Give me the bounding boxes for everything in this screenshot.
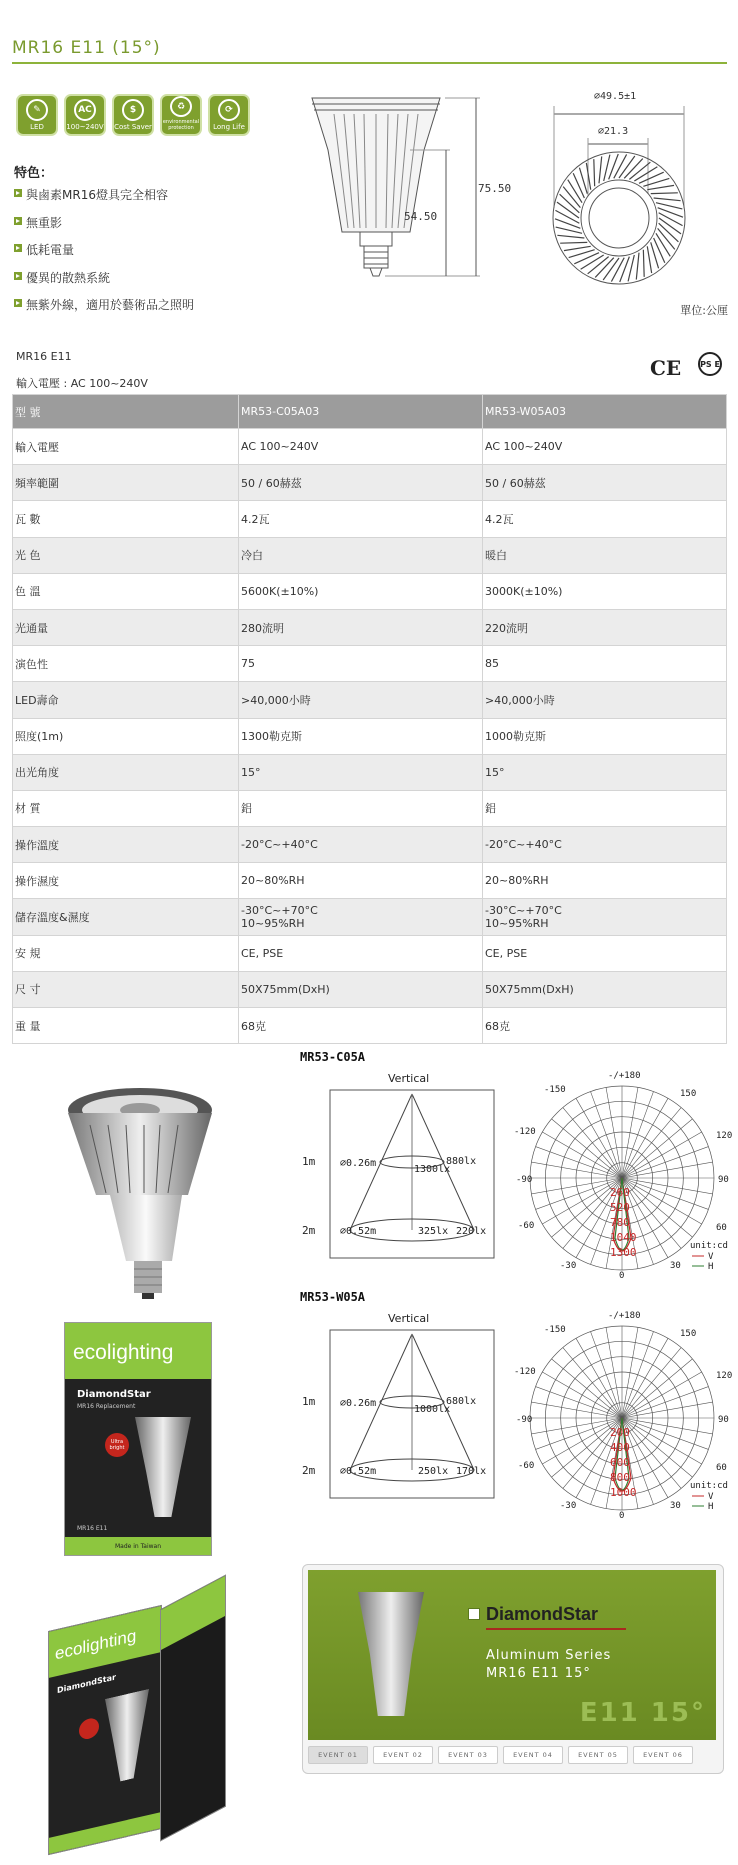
heatsink-fin	[586, 163, 590, 190]
dim-outer-diameter: ∅49.5±1	[594, 91, 637, 102]
polar-angle-label: 0	[619, 1271, 625, 1281]
table-cell: 20~80%RH	[483, 863, 727, 899]
polar-radial-label: 780	[610, 1216, 630, 1229]
feature-text: 低耗電量	[26, 243, 75, 257]
polar-radial-label: 200	[610, 1426, 630, 1439]
banner-nav-event-06[interactable]: EVENT 06	[633, 1746, 693, 1764]
cone-edge-lux-2m: 220lx	[456, 1226, 487, 1237]
table-cell: -20°C~+40°C	[483, 827, 727, 863]
cone-edge-lux-2m: 170lx	[456, 1466, 487, 1477]
package-box	[64, 1322, 212, 1556]
table-cell: 瓦 數	[13, 501, 239, 537]
table-row	[13, 537, 727, 573]
feature-item	[14, 241, 194, 269]
feature-text: 優異的散熱系統	[26, 270, 111, 285]
features-list	[14, 186, 194, 324]
table-cell: 20~80%RH	[239, 863, 483, 899]
polar-angle-label: 90	[718, 1175, 729, 1185]
table-row	[13, 1008, 727, 1044]
table-cell: 暖白	[483, 537, 727, 573]
table-cell: AC 100~240V	[239, 429, 483, 465]
polar-angle-label: -/+180	[608, 1071, 641, 1081]
top-view-drawing	[550, 88, 700, 298]
banner-panel	[308, 1570, 716, 1740]
table-cell: 68克	[239, 1008, 483, 1044]
banner-product: MR16 E11 15°	[486, 1666, 591, 1681]
polar-angle-label: -30	[560, 1501, 577, 1511]
table-cell: 型 號	[13, 395, 239, 429]
dim-inner-diameter: ∅21.3	[598, 126, 629, 137]
long-life-icon	[208, 94, 250, 136]
ce-mark: CE	[650, 356, 682, 380]
table-cell: 3000K(±10%)	[483, 573, 727, 609]
table-row	[13, 754, 727, 790]
heatsink-fin	[614, 154, 627, 178]
polar-radial-label: 600	[610, 1456, 630, 1469]
heatsink-fin	[568, 180, 582, 203]
table-cell: 50 / 60赫茲	[239, 465, 483, 501]
vertical-label: Vertical	[388, 1312, 430, 1325]
package-front-bottom-band	[49, 1812, 161, 1854]
package-front-face	[48, 1605, 162, 1855]
photometric-svg	[300, 1064, 733, 1281]
environmental-protection-icon-label: environmental protection	[162, 119, 200, 131]
table-cell: -30°C~+70°C 10~95%RH	[239, 899, 483, 935]
package-side-face	[160, 1574, 226, 1841]
cone-center-lux-1m: 1000lx	[414, 1404, 451, 1415]
cone-diameter-2m: ∅0.52m	[340, 1226, 377, 1237]
cone-edge-lux-1m: 880lx	[446, 1156, 477, 1167]
table-cell: >40,000小時	[483, 682, 727, 718]
cone-label-2m: 2m	[302, 1464, 316, 1477]
heatsink-fin	[609, 154, 619, 179]
photometric-model: MR53-C05A	[300, 1050, 366, 1064]
bullet-icon	[14, 299, 22, 307]
polar-radial-label: 260	[610, 1186, 630, 1199]
table-cell: 85	[483, 646, 727, 682]
banner-lamp-image	[358, 1592, 424, 1716]
cone-diameter-2m: ∅0.52m	[340, 1466, 377, 1477]
heatsink-fin	[656, 233, 670, 256]
spec-model-line: MR16 E11	[16, 350, 72, 363]
table-row	[13, 935, 727, 971]
polar-angle-label: 150	[680, 1329, 697, 1339]
legend-v-label: V	[708, 1252, 714, 1262]
polar-radial-label: 800	[610, 1471, 630, 1484]
table-cell: -30°C~+70°C 10~95%RH	[483, 899, 727, 935]
table-row	[13, 899, 727, 935]
package-side-band	[161, 1576, 225, 1650]
feature-text: 無紫外線，適用於藝術品之照明	[26, 298, 195, 312]
cone-diagram	[302, 1090, 494, 1258]
banner-brand-icon	[468, 1608, 480, 1620]
banner-brand: DiamondStar	[486, 1604, 599, 1624]
heatsink-fin	[560, 242, 587, 243]
polar-angle-label: -150	[544, 1085, 566, 1095]
table-cell: 220流明	[483, 609, 727, 645]
package-model: MR16 E11	[77, 1525, 108, 1532]
polar-angle-label: 150	[680, 1089, 697, 1099]
ac-icon	[64, 94, 106, 136]
table-cell: 50 / 60赫茲	[483, 465, 727, 501]
polar-radial-label: 400	[610, 1441, 630, 1454]
bullet-icon	[14, 272, 22, 280]
cone-center-lux-2m: 250lx	[418, 1466, 449, 1477]
package-made-in: Made in Taiwan	[65, 1537, 211, 1555]
table-cell: 68克	[483, 1008, 727, 1044]
heatsink-fin	[611, 258, 624, 282]
table-cell: 演色性	[13, 646, 239, 682]
table-cell: 光 色	[13, 537, 239, 573]
table-cell: 50X75mm(DxH)	[483, 971, 727, 1007]
polar-diagram	[514, 1071, 732, 1281]
spec-voltage-line: 輸入電壓 : AC 100~240V	[16, 377, 148, 390]
polar-angle-label: -120	[514, 1127, 536, 1137]
table-cell: 照度(1m)	[13, 718, 239, 754]
legend-v-label: V	[708, 1492, 714, 1502]
table-cell: 4.2瓦	[239, 501, 483, 537]
polar-angle-label: -90	[516, 1415, 533, 1425]
table-cell: 1000勒克斯	[483, 718, 727, 754]
polar-angle-label: -60	[518, 1461, 535, 1471]
heatsink-fin	[654, 198, 681, 201]
heatsink-fin	[658, 228, 675, 249]
led-icon-symbol: ✎	[26, 99, 48, 121]
dim-total-height: 75.50	[478, 182, 512, 195]
table-row	[13, 682, 727, 718]
unit-label: 單位:公厘	[680, 304, 728, 317]
polar-angle-label: 60	[716, 1463, 727, 1473]
package-lamp-image	[135, 1417, 191, 1517]
heatsink-fin	[658, 208, 683, 218]
table-row	[13, 465, 727, 501]
table-cell: 色 溫	[13, 573, 239, 609]
table-row	[13, 573, 727, 609]
photometric-section	[300, 1050, 733, 1281]
page-title: MR16 E11 (15°)	[12, 38, 161, 58]
table-cell: 1300勒克斯	[239, 718, 483, 754]
polar-radial-label: 1300	[610, 1246, 637, 1259]
vertical-label: Vertical	[388, 1072, 430, 1085]
photometric-section	[300, 1290, 733, 1521]
table-cell: 輸入電壓	[13, 429, 239, 465]
cone-edge-lux-1m: 680lx	[446, 1396, 477, 1407]
heatsink-fin	[563, 187, 580, 208]
heatsink-fin	[557, 235, 584, 238]
heatsink-fin	[659, 213, 683, 226]
table-cell: 75	[239, 646, 483, 682]
table-cell: MR53-C05A03	[239, 395, 483, 429]
feature-icons	[16, 94, 250, 136]
polar-radial-label: 520	[610, 1201, 630, 1214]
feature-text: 與鹵素MR16燈具完全相容	[26, 188, 168, 202]
legend-h-label: H	[708, 1262, 714, 1272]
table-cell: 280流明	[239, 609, 483, 645]
polar-angle-label: -90	[516, 1175, 533, 1185]
banner-nav-event-02[interactable]: EVENT 02	[373, 1746, 433, 1764]
table-cell: 鋁	[239, 790, 483, 826]
polar-angle-label: 30	[670, 1261, 681, 1271]
polar-angle-label: -/+180	[608, 1311, 641, 1321]
feature-item	[14, 296, 194, 324]
banner-brand-underline	[486, 1628, 626, 1630]
cost-saver-icon-symbol: $	[122, 99, 144, 121]
table-cell: 冷白	[239, 537, 483, 573]
ac-icon-symbol: AC	[74, 99, 96, 121]
polar-angle-label: -120	[514, 1367, 536, 1377]
banner-big-text: E11 15°	[579, 1698, 706, 1728]
table-cell: 光通量	[13, 609, 239, 645]
package-subtitle: MR16 Replacement	[77, 1403, 136, 1410]
table-row	[13, 790, 727, 826]
cost-saver-icon	[112, 94, 154, 136]
polar-radial-label: 1040	[610, 1231, 637, 1244]
package-product: DiamondStar	[77, 1389, 151, 1400]
polar-angle-label: -60	[518, 1221, 535, 1231]
photometric-model: MR53-W05A	[300, 1290, 366, 1304]
heatsink-fin	[643, 250, 644, 277]
product-photo	[60, 1085, 220, 1300]
environmental-protection-icon-symbol: ♻	[170, 96, 192, 117]
table-cell: 15°	[483, 754, 727, 790]
package-front-lamp	[105, 1689, 149, 1785]
side-view-drawing	[300, 90, 512, 300]
table-header-row	[13, 395, 727, 429]
cone-center-lux-2m: 325lx	[418, 1226, 449, 1237]
cone-diameter-1m: ∅0.26m	[340, 1158, 377, 1169]
spec-table	[12, 394, 727, 1044]
package-front-product: DiamondStar	[57, 1672, 116, 1696]
polar-angle-label: 120	[716, 1371, 733, 1381]
banner-nav-event-01[interactable]: EVENT 01	[308, 1746, 368, 1764]
table-cell: 鋁	[483, 790, 727, 826]
polar-unit: unit:cd	[690, 1241, 728, 1251]
title-divider	[12, 62, 727, 64]
table-cell: CE, PSE	[483, 935, 727, 971]
heatsink-fin	[647, 246, 651, 273]
features-heading: 特色：	[14, 166, 54, 181]
table-cell: 儲存溫度&濕度	[13, 899, 239, 935]
table-row	[13, 863, 727, 899]
table-cell: 出光角度	[13, 754, 239, 790]
polar-angle-label: -150	[544, 1325, 566, 1335]
heatsink-fin	[620, 257, 630, 282]
table-cell: >40,000小時	[239, 682, 483, 718]
table-cell: LED壽命	[13, 682, 239, 718]
long-life-icon-label: Long Life	[213, 123, 245, 131]
table-cell: 材 質	[13, 790, 239, 826]
cone-label-1m: 1m	[302, 1155, 316, 1168]
package-front-brand: ecolighting	[55, 1625, 137, 1664]
heatsink-fin	[599, 156, 602, 183]
photometric-svg	[300, 1304, 733, 1521]
led-icon	[16, 94, 58, 136]
banner-nav	[308, 1746, 693, 1764]
table-cell: 頻率範圍	[13, 465, 239, 501]
table-row	[13, 609, 727, 645]
polar-angle-label: 60	[716, 1223, 727, 1233]
cone-label-2m: 2m	[302, 1224, 316, 1237]
package-badge: Ultra bright	[105, 1433, 129, 1457]
table-cell: 50X75mm(DxH)	[239, 971, 483, 1007]
feature-item	[14, 186, 194, 214]
cone-diagram	[302, 1330, 494, 1498]
heatsink-fin	[581, 255, 604, 269]
table-cell: 4.2瓦	[483, 501, 727, 537]
table-row	[13, 718, 727, 754]
heatsink-fin	[555, 219, 580, 229]
banner-nav-event-05[interactable]: EVENT 05	[568, 1746, 628, 1764]
table-cell: AC 100~240V	[483, 429, 727, 465]
table-cell: 重 量	[13, 1008, 239, 1044]
banner-nav-event-03[interactable]: EVENT 03	[438, 1746, 498, 1764]
package-box-3d	[40, 1588, 225, 1848]
polar-unit: unit:cd	[690, 1481, 728, 1491]
pse-mark: PS E	[698, 352, 722, 376]
cone-center-lux-1m: 1300lx	[414, 1164, 451, 1175]
led-icon-label: LED	[30, 123, 44, 131]
polar-diagram	[514, 1311, 732, 1521]
table-row	[13, 429, 727, 465]
table-row	[13, 971, 727, 1007]
table-row	[13, 501, 727, 537]
cost-saver-icon-label: Cost Saver	[114, 123, 152, 131]
banner-series: Aluminum Series	[486, 1648, 612, 1663]
package-brand: ecolighting	[73, 1341, 174, 1364]
table-cell: MR53-W05A03	[483, 395, 727, 429]
table-row	[13, 646, 727, 682]
heatsink-fin	[647, 185, 674, 189]
polar-angle-label: -30	[560, 1261, 577, 1271]
cone-label-1m: 1m	[302, 1395, 316, 1408]
heatsink-fin	[564, 246, 591, 250]
table-cell: 操作濕度	[13, 863, 239, 899]
table-cell: CE, PSE	[239, 935, 483, 971]
heatsink-fin	[636, 253, 639, 280]
feature-item	[14, 214, 194, 242]
polar-angle-label: 90	[718, 1415, 729, 1425]
polar-angle-label: 0	[619, 1511, 625, 1521]
banner-nav-event-04[interactable]: EVENT 04	[503, 1746, 563, 1764]
feature-text: 無重影	[26, 215, 63, 230]
environmental-protection-icon	[160, 94, 202, 136]
table-cell: 安 規	[13, 935, 239, 971]
table-cell: 15°	[239, 754, 483, 790]
table-row	[13, 827, 727, 863]
legend-h-label: H	[708, 1502, 714, 1512]
cone-diameter-1m: ∅0.26m	[340, 1398, 377, 1409]
bullet-icon	[14, 244, 22, 252]
heatsink-fin	[651, 193, 678, 194]
long-life-icon-symbol: ⟳	[218, 99, 240, 121]
feature-item	[14, 269, 194, 297]
polar-angle-label: 30	[670, 1501, 681, 1511]
heatsink-fin	[629, 162, 650, 179]
heatsink-fin	[588, 257, 609, 274]
ac-icon-label: 100~240V	[66, 123, 104, 131]
heatsink-fin	[555, 210, 579, 223]
polar-radial-label: 1000	[610, 1486, 637, 1499]
package-front-badge	[79, 1716, 99, 1741]
table-cell: 操作溫度	[13, 827, 239, 863]
heatsink-fin	[594, 159, 595, 186]
table-cell: 5600K(±10%)	[239, 573, 483, 609]
bullet-icon	[14, 217, 22, 225]
heatsink-fin	[634, 167, 657, 181]
dim-body-height: 54.50	[404, 210, 438, 223]
table-cell: -20°C~+40°C	[239, 827, 483, 863]
table-cell: 尺 寸	[13, 971, 239, 1007]
bullet-icon	[14, 189, 22, 197]
polar-angle-label: 120	[716, 1131, 733, 1141]
